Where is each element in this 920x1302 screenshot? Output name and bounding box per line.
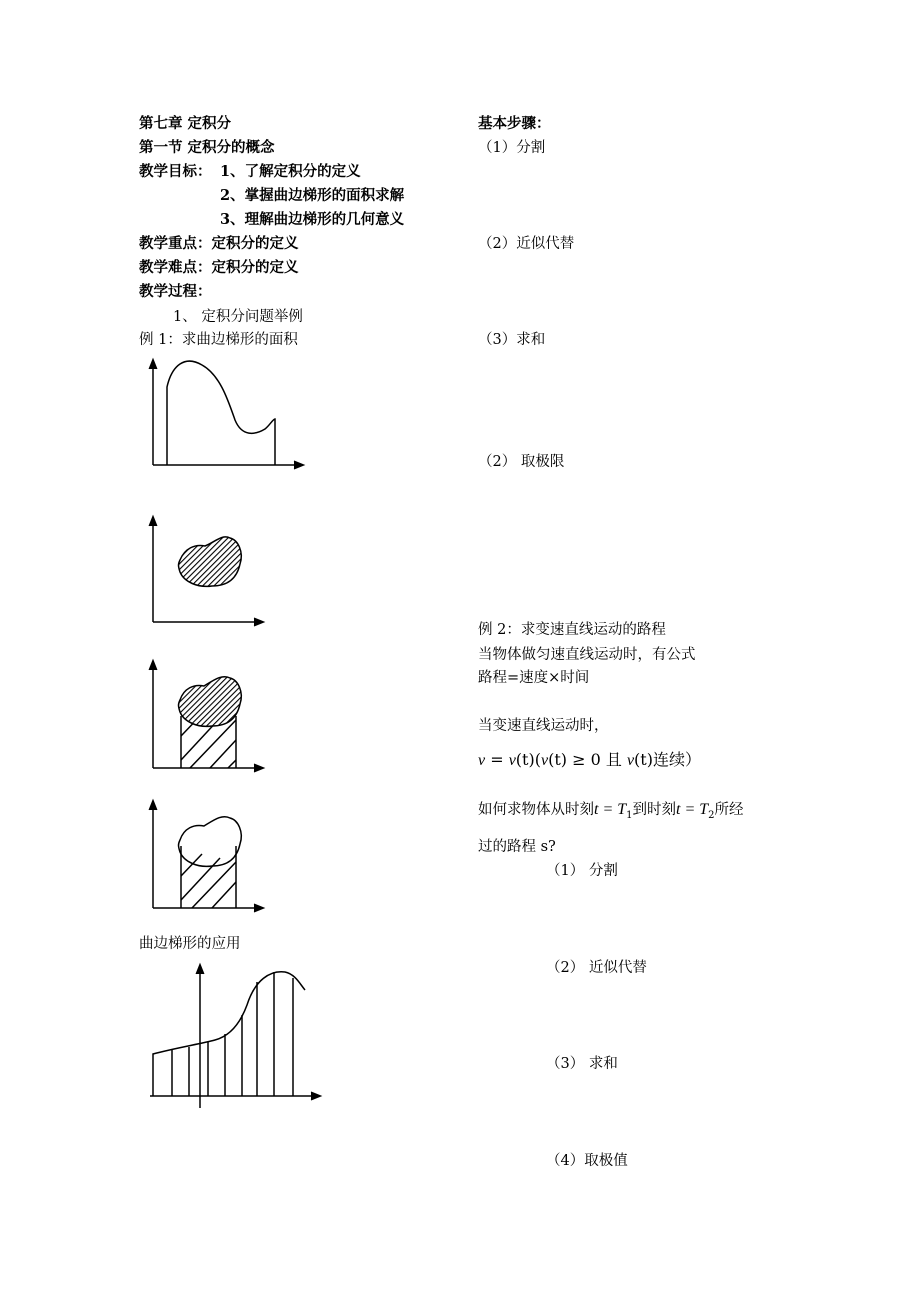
example-1: 例 1：求曲边梯形的面积 bbox=[139, 332, 298, 348]
step-1: （1）分割 bbox=[478, 140, 546, 156]
teaching-process: 教学过程： bbox=[139, 283, 212, 300]
chapter-title: 第七章 定积分 bbox=[139, 115, 232, 132]
difficulty: 教学难点：定积分的定义 bbox=[139, 259, 299, 276]
sub-step-1: （1） 分割 bbox=[546, 863, 618, 879]
sub-step-3: （3） 求和 bbox=[546, 1056, 618, 1072]
sub-step-2: （2） 近似代替 bbox=[546, 960, 647, 976]
question-line-2: 过的路程 s? bbox=[478, 839, 556, 855]
velocity-condition: v = v(t)(v(t) ≥ 0 且 v(t)连续） bbox=[478, 750, 701, 769]
objective-2: 2、掌握曲边梯形的面积求解 bbox=[220, 187, 405, 204]
objectives-label: 教学目标： bbox=[139, 163, 212, 180]
uniform-motion-line: 当物体做匀速直线运动时，有公式 bbox=[478, 647, 696, 663]
figure-blob-region bbox=[140, 512, 270, 630]
variable-motion-line: 当变速直线运动时， bbox=[478, 718, 609, 734]
objective-1: 1、了解定积分的定义 bbox=[220, 163, 361, 180]
application-caption: 曲边梯形的应用 bbox=[139, 936, 241, 952]
steps-title: 基本步骤： bbox=[478, 115, 551, 132]
figure-outline-rectangle bbox=[140, 796, 270, 916]
figure-blob-rectangle bbox=[140, 656, 270, 776]
key-point: 教学重点：定积分的定义 bbox=[139, 235, 299, 252]
figure-curved-trapezoid bbox=[140, 355, 315, 475]
section-title: 第一节 定积分的概念 bbox=[139, 139, 275, 156]
step-2: （2）近似代替 bbox=[478, 236, 575, 252]
objective-3: 3、理解曲边梯形的几何意义 bbox=[220, 211, 405, 228]
figure-application-strips bbox=[145, 960, 330, 1110]
example-2: 例 2：求变速直线运动的路程 bbox=[478, 622, 666, 638]
question-line: 如何求物体从时刻$t = T_1$到时刻$t = T_2$所经 bbox=[478, 801, 744, 821]
item-1: 1、 定积分问题举例 bbox=[173, 309, 303, 325]
formula-line: 路程=速度×时间 bbox=[478, 670, 590, 686]
step-4: （2） 取极限 bbox=[478, 454, 565, 470]
step-3: （3）求和 bbox=[478, 332, 546, 348]
sub-step-4: （4）取极值 bbox=[546, 1153, 628, 1169]
